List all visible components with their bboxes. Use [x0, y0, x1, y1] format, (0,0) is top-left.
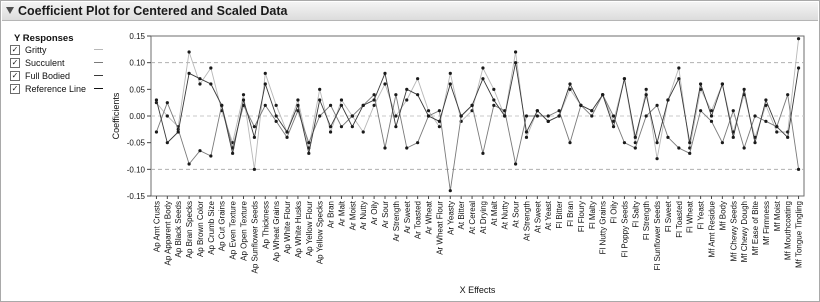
x-tick-label: Fl Bran [566, 201, 576, 227]
data-point [253, 136, 256, 139]
y-tick-label: 0.05 [129, 85, 145, 95]
y-tick-label: -0.15 [126, 192, 145, 201]
data-point [187, 162, 190, 165]
data-point [264, 82, 267, 85]
data-point [166, 101, 169, 104]
data-point [318, 114, 321, 117]
data-point [449, 189, 452, 192]
data-point [155, 98, 158, 101]
x-tick-label: Ar Wheat Flour [435, 201, 445, 255]
data-point [743, 146, 746, 149]
x-tick-label: Fl Nutty Grains [598, 201, 608, 255]
data-point [514, 162, 517, 165]
data-point [579, 104, 582, 107]
data-point [797, 66, 800, 69]
data-point [492, 104, 495, 107]
data-point [797, 168, 800, 171]
x-tick-label: Ar Moist [348, 201, 358, 231]
x-tick-label: Ar Oily [370, 201, 380, 225]
data-point [198, 77, 201, 80]
data-point [362, 104, 365, 107]
data-point [329, 104, 332, 107]
x-tick-label: Mf Mouthcoating [783, 201, 793, 261]
data-point [449, 82, 452, 85]
data-point [623, 141, 626, 144]
data-point [568, 82, 571, 85]
data-point [318, 98, 321, 101]
data-point [470, 104, 473, 107]
legend-label-reference-line: Reference Line [25, 84, 87, 94]
data-point [329, 130, 332, 133]
data-point [383, 82, 386, 85]
data-point [307, 141, 310, 144]
data-point [786, 93, 789, 96]
x-tick-label: Mf Ease of Bite [751, 201, 761, 256]
data-point [340, 125, 343, 128]
x-tick-label: Mf Firmness [761, 201, 771, 245]
data-point [547, 114, 550, 117]
x-tick-label: Ap White Husks [293, 201, 303, 258]
data-point [753, 141, 756, 144]
x-tick-label: Ar Nutty [359, 201, 369, 230]
x-tick-label: Fl Poppy Seeds [620, 201, 630, 258]
data-point [655, 157, 658, 160]
x-tick-label: Ar Bran [326, 201, 336, 229]
data-point [220, 104, 223, 107]
x-tick-label: Fl Malty [587, 201, 597, 229]
x-tick-label: Ap Amt Crusts [152, 201, 162, 253]
data-point [394, 125, 397, 128]
x-tick-label: Ap White Flour [283, 201, 293, 254]
x-tick-label: At Malt [489, 201, 499, 226]
data-point [764, 120, 767, 123]
data-point [601, 93, 604, 96]
data-point [285, 136, 288, 139]
x-tick-label: Ap Bran Specks [185, 201, 195, 259]
data-point [307, 152, 310, 155]
data-point [721, 82, 724, 85]
checkbox-gritty[interactable]: ✓ [11, 45, 19, 54]
data-point [394, 93, 397, 96]
data-point [405, 88, 408, 91]
data-point [481, 66, 484, 69]
data-point [645, 93, 648, 96]
data-point [296, 98, 299, 101]
data-point [416, 141, 419, 144]
y-tick-label: -0.05 [126, 138, 145, 148]
data-point [677, 66, 680, 69]
x-tick-label: Ap Crumb Size [206, 201, 216, 255]
x-tick-label: Fl Floury [576, 201, 586, 233]
x-tick-label: Ap Yellow Flour [304, 201, 314, 257]
data-point [340, 98, 343, 101]
data-point [209, 66, 212, 69]
data-point [242, 93, 245, 96]
data-point [198, 149, 201, 152]
data-point [187, 50, 190, 53]
data-point [514, 50, 517, 53]
data-point [416, 93, 419, 96]
x-tick-label: Mf Tongue Tingling [794, 201, 804, 269]
data-point [666, 98, 669, 101]
x-tick-label: Mf Moist [772, 201, 782, 232]
data-point [427, 109, 430, 112]
data-point [775, 125, 778, 128]
data-point [329, 125, 332, 128]
data-point [590, 114, 593, 117]
data-point [710, 120, 713, 123]
x-tick-label: Fl Strength [642, 201, 652, 241]
data-point [732, 109, 735, 112]
data-point [645, 114, 648, 117]
data-point [503, 114, 506, 117]
data-point [514, 61, 517, 64]
x-tick-label: Fl Salty [631, 201, 641, 228]
data-point [743, 88, 746, 91]
data-point [394, 114, 397, 117]
legend-title: Y Responses [14, 33, 74, 44]
data-point [688, 141, 691, 144]
data-point [198, 82, 201, 85]
x-tick-label: Mf Chewy Seeds [729, 201, 739, 262]
x-tick-label: Ap Even Texture [228, 201, 238, 260]
x-tick-label: Ap Sunflower Seeds [250, 201, 260, 274]
data-point [492, 98, 495, 101]
data-point [264, 104, 267, 107]
data-point [525, 114, 528, 117]
x-tick-label: Ar Strength [391, 201, 401, 242]
x-tick-label: Ar Wheat [424, 201, 434, 235]
data-point [438, 120, 441, 123]
x-tick-label: Ar Toasted [413, 201, 423, 240]
checkbox-reference-line[interactable]: ✓ [11, 84, 19, 93]
data-point [764, 98, 767, 101]
data-point [775, 130, 778, 133]
x-tick-label: At Bitter [457, 201, 467, 230]
data-point [209, 82, 212, 85]
x-tick-label: Mf Chewy Dough [740, 201, 750, 263]
data-point [536, 114, 539, 117]
data-point [318, 88, 321, 91]
data-point [677, 77, 680, 80]
data-point [721, 141, 724, 144]
x-tick-label: Ap Cut Grains [217, 201, 227, 252]
data-point [612, 125, 615, 128]
data-point [242, 98, 245, 101]
x-tick-label: At Sour [511, 201, 521, 228]
data-point [797, 37, 800, 40]
data-point [612, 114, 615, 117]
x-tick-label: At Cereal [468, 201, 478, 235]
legend-label-succulent: Succulent [25, 58, 65, 68]
report-title: Coefficient Plot for Centered and Scaled Data [18, 4, 288, 18]
data-point [677, 146, 680, 149]
data-point [155, 130, 158, 133]
checkbox-full-bodied[interactable]: ✓ [11, 71, 19, 80]
data-point [688, 152, 691, 155]
data-point [405, 98, 408, 101]
x-tick-label: Ap Open Texture [239, 201, 249, 261]
legend-label-full-bodied: Full Bodied [25, 71, 71, 81]
data-point [525, 130, 528, 133]
x-tick-label: Mf Body [718, 201, 728, 231]
data-point [177, 130, 180, 133]
data-point [383, 72, 386, 75]
x-tick-label: Fl Bitter [555, 201, 565, 229]
y-tick-label: 0.00 [129, 112, 145, 121]
data-point [623, 77, 626, 80]
data-point [373, 93, 376, 96]
x-tick-label: Ap Yellow Specks [315, 201, 325, 265]
data-point [536, 109, 539, 112]
data-point [590, 109, 593, 112]
x-tick-label: Fl Wheat [685, 201, 695, 234]
data-point [187, 72, 190, 75]
y-tick-label: -0.10 [126, 165, 145, 175]
data-point [275, 120, 278, 123]
data-point [416, 77, 419, 80]
x-tick-label: At Nutty [500, 201, 510, 230]
data-point [166, 141, 169, 144]
data-point [568, 141, 571, 144]
data-point [699, 82, 702, 85]
data-point [666, 136, 669, 139]
data-point [645, 88, 648, 91]
data-point [634, 136, 637, 139]
x-tick-label: At Strength [522, 201, 532, 242]
data-point [655, 141, 658, 144]
x-tick-label: Ap Black Seeds [174, 201, 184, 258]
x-tick-label: At Drying [478, 201, 488, 234]
data-point [296, 104, 299, 107]
data-point [460, 114, 463, 117]
x-tick-label: Ar Yeasty [446, 201, 456, 235]
x-tick-label: Fl Toasted [674, 201, 684, 238]
data-point [732, 136, 735, 139]
data-point [558, 114, 561, 117]
data-point [275, 114, 278, 117]
x-tick-label: Ap Thickness [261, 201, 271, 249]
data-point [166, 114, 169, 117]
y-axis-label: Coefficients [111, 92, 121, 140]
x-tick-label: Ar Malt [337, 201, 347, 227]
data-point [231, 152, 234, 155]
data-point [275, 104, 278, 107]
x-tick-label: Ap Brown Color [195, 201, 205, 258]
data-point [525, 136, 528, 139]
legend-label-gritty: Gritty [25, 45, 47, 55]
data-point [253, 125, 256, 128]
data-point [285, 130, 288, 133]
x-tick-label: At Sweet [533, 201, 543, 234]
data-point [373, 104, 376, 107]
data-point [383, 146, 386, 149]
x-tick-label: Ap Apparent Body [163, 201, 173, 266]
data-point [481, 152, 484, 155]
x-tick-label: Fl Sunflower Seeds [653, 201, 663, 271]
data-point [438, 109, 441, 112]
data-point [753, 114, 756, 117]
data-point [351, 114, 354, 117]
x-tick-label: Ar Sweet [402, 201, 412, 234]
data-point [634, 146, 637, 149]
data-point [655, 104, 658, 107]
data-point [427, 114, 430, 117]
y-tick-label: 0.15 [129, 32, 145, 41]
data-point [351, 125, 354, 128]
data-point [438, 125, 441, 128]
data-point [405, 146, 408, 149]
data-point [449, 72, 452, 75]
x-tick-label: Fl Yeast [696, 201, 706, 230]
checkbox-succulent[interactable]: ✓ [11, 58, 19, 67]
y-tick-label: 0.10 [129, 58, 145, 68]
data-point [492, 88, 495, 91]
data-point [253, 168, 256, 171]
data-point [373, 98, 376, 101]
x-tick-label: Mf Amt Residue [707, 201, 717, 258]
data-point [786, 136, 789, 139]
data-point [699, 109, 702, 112]
x-tick-label: Fl Oily [609, 201, 619, 224]
data-point [547, 120, 550, 123]
data-point [481, 77, 484, 80]
data-point [209, 154, 212, 157]
x-tick-label: At Yeast [544, 201, 554, 231]
x-tick-label: Ap Wheat Grains [272, 201, 282, 262]
x-tick-label: Fl Sweet [663, 201, 673, 233]
x-axis-label: X Effects [459, 285, 496, 295]
data-point [710, 114, 713, 117]
x-tick-label: Ar Sour [380, 201, 390, 229]
data-point [362, 130, 365, 133]
data-point [264, 72, 267, 75]
data-point [340, 104, 343, 107]
